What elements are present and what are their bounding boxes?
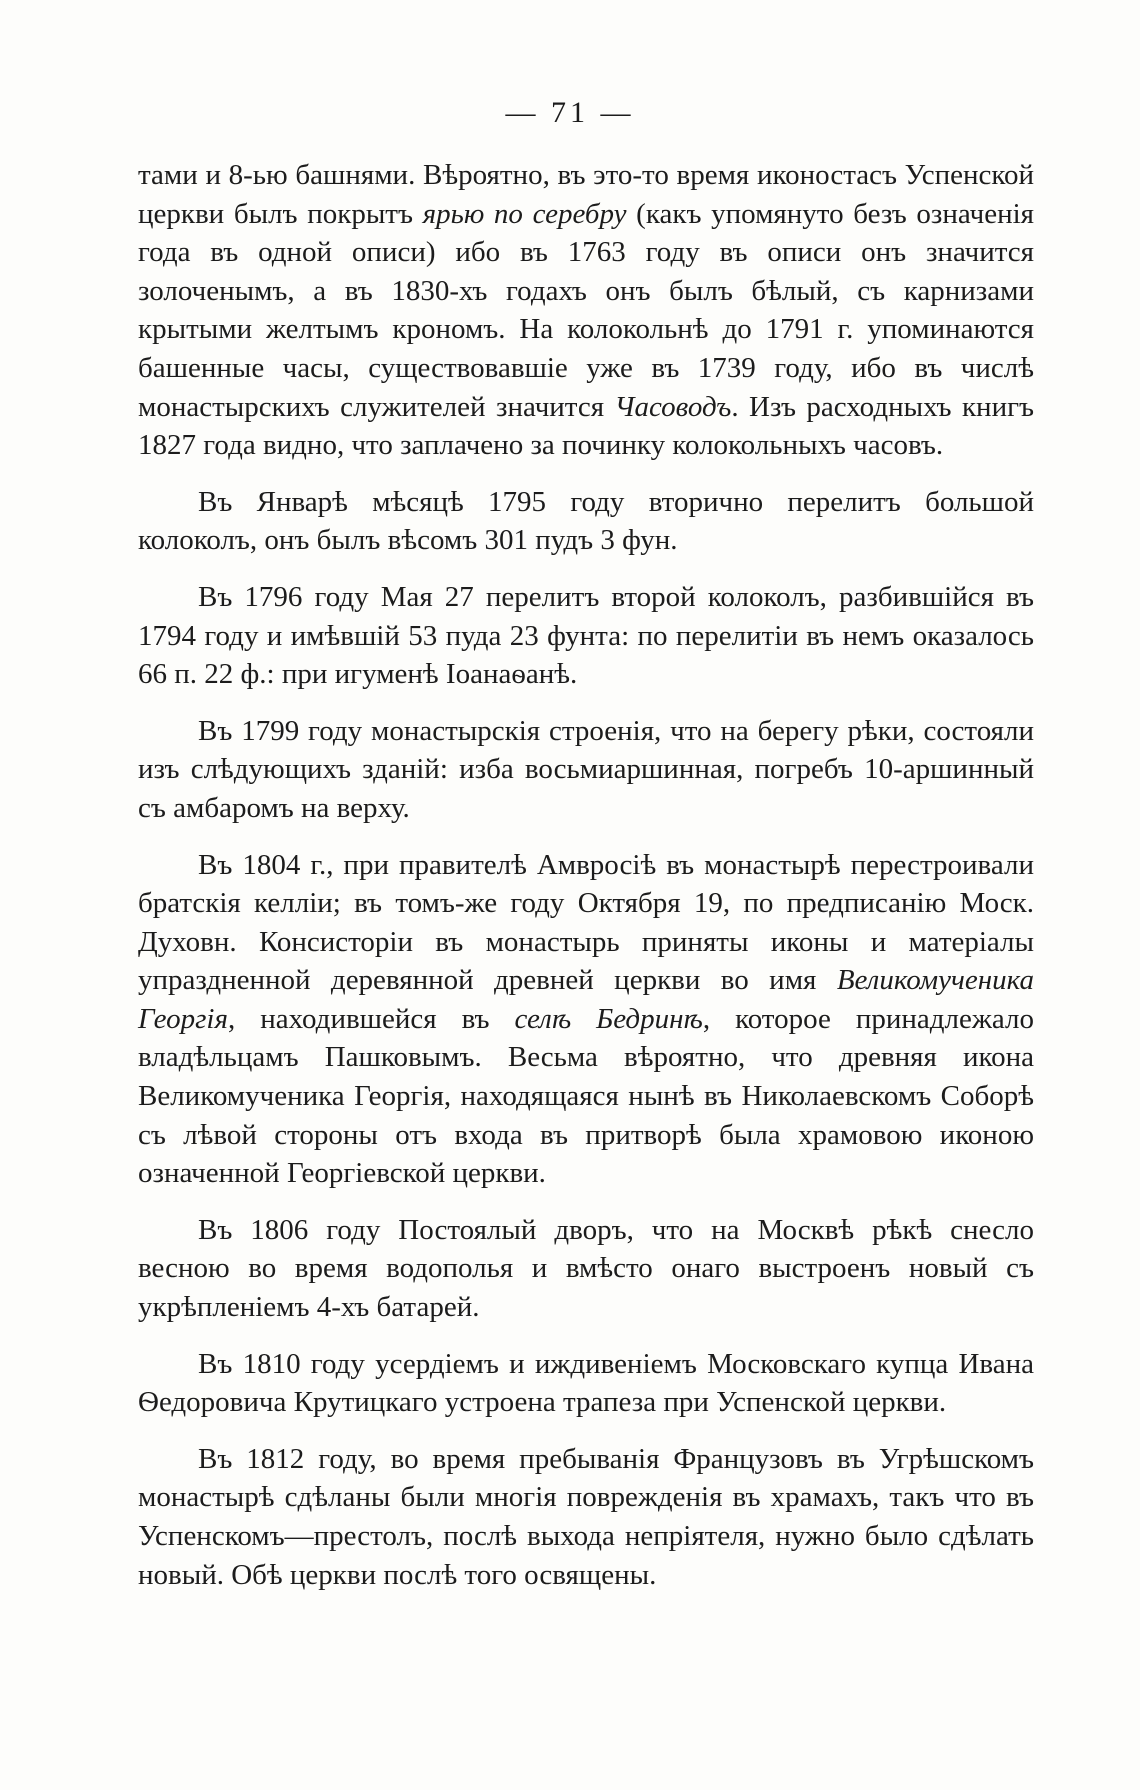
italic-text-run: Великомученика Георгія [138,964,1034,1035]
text-run: . Изъ расходныхъ книгъ 1827 года видно, что заплачено за починку колокольныхъ часовъ. [138,390,1034,462]
text-run: Въ 1796 году Мая 27 перелитъ второй колоколъ, разбившійся въ 1794 году и имѣвшій 53 пуда 23 фунта: по перелитіи въ немъ оказалось 66 п. 22 ф.: при игуменѣ Іоанаѳанѣ. [138,580,1034,691]
page-number: — 71 — [505,96,635,129]
text-run: (какъ упомянуто безъ означенія года въ одной описи) ибо въ 1763 году въ описи онъ значится золоченымъ, а въ 1830-хъ годахъ онъ былъ бѣлый, съ карнизами крытыми желтымъ крономъ. На колокольнѣ до 1791 г. упоминаются башенные часы, существовавшіе уже въ 1739 году, ибо въ числѣ монастырскихъ служителей значится [138,197,1034,423]
paragraph-continuation [138,156,1034,465]
italic-text-run: Часоводъ [614,390,732,423]
text-run: , которое принадлежало владѣльцамъ Пашковымъ. Весьма вѣроятно, что древняя икона Великомученика Георгія, находящаяся нынѣ въ Николаевскомъ Соборѣ съ лѣвой стороны отъ входа въ притворѣ была храмовою иконою означенной Георгіевской церкви. [138,1002,1034,1190]
text-run: Въ 1812 году, во время пребыванія Французовъ въ Угрѣшскомъ монастырѣ сдѣланы были многія поврежденія въ храмахъ, такъ что въ Успенскомъ—престолъ, послѣ выхода непріятеля, нужно было сдѣлать новый. Обѣ церкви послѣ того освящены. [138,1442,1034,1591]
text-run: Въ 1810 году усердіемъ и иждивеніемъ Московскаго купца Ивана Ѳедоровича Крутицкаго устроена трапеза при Успенской церкви. [138,1347,1034,1419]
paragraph-1806-inn [138,1211,1034,1327]
paragraph-1799-buildings [138,712,1034,828]
text-run: Въ 1806 году Постоялый дворъ, что на Москвѣ рѣкѣ снесло весною во время водополья и вмѣсто онаго выстроенъ новый съ укрѣпленіемъ 4-хъ батарей. [138,1213,1034,1324]
italic-text-run: селѣ Бедринѣ [514,1002,703,1035]
text-run: Въ Январѣ мѣсяцѣ 1795 году вторично перелитъ большой колоколъ, онъ былъ вѣсомъ 301 пудъ 3 фун. [138,485,1034,557]
italic-text-run: ярью по серебру [422,197,627,230]
text-run: Въ 1799 году монастырскія строенія, что на берегу рѣки, состояли изъ слѣдующихъ зданій: изба восьмиаршинная, погребъ 10-аршинный съ амбаромъ на верху. [138,714,1034,824]
paragraph-1812-french [138,1440,1034,1594]
text-run: Въ 1804 г., при правителѣ Амвросіѣ въ монастырѣ перестроивали братскія келліи; въ томъ-же году Октября 19, по предписанію Моск. Духовн. Консисторіи въ монастырь приняты иконы и матеріалы упраздненной деревянной древней церкви во имя [138,848,1034,997]
body-text [138,156,1034,1612]
paragraph-1796-bell [138,578,1034,694]
paragraph-1795-bell [138,483,1034,560]
paragraph-1810-refectory [138,1345,1034,1422]
text-run: тами и 8-ью башнями. Вѣроятно, въ это-то время иконостасъ Успенской церкви былъ покрытъ [138,159,1034,230]
paragraph-1804-icons [138,846,1034,1193]
text-run: , находившейся въ [227,1002,515,1035]
